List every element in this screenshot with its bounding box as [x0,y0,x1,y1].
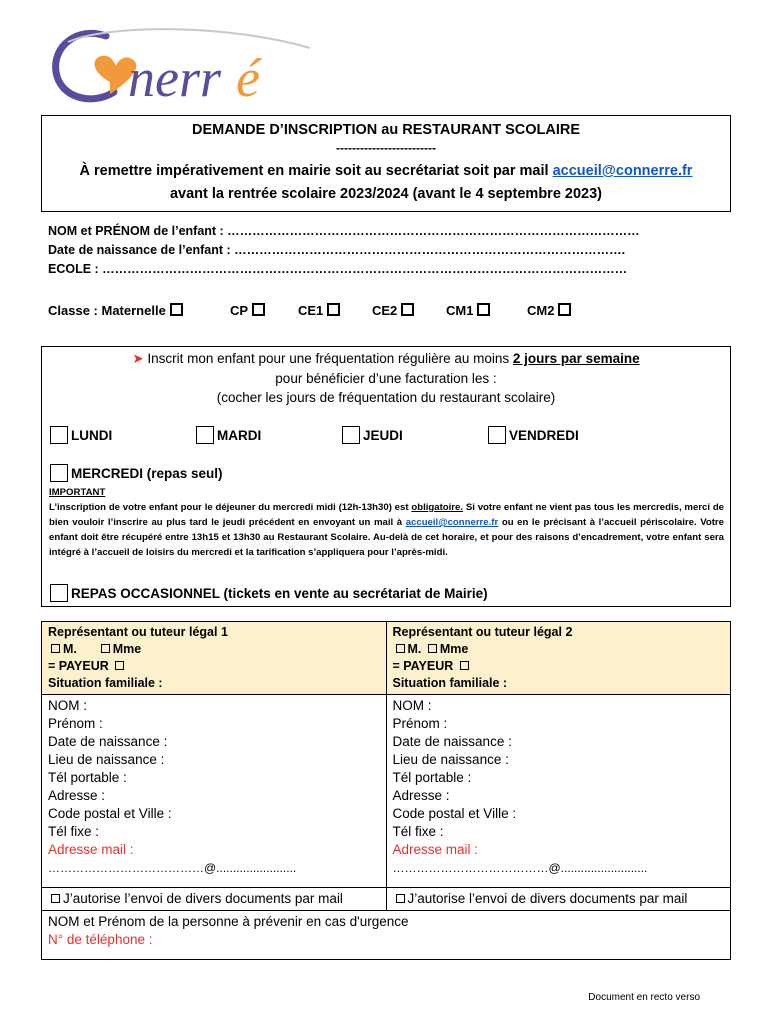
urgence-name-field[interactable]: NOM et Prénom de la personne à prévenir en cas d'urgence [48,914,409,929]
day-vendredi: VENDREDI [509,428,579,443]
checkbox-jeudi[interactable] [342,426,360,444]
classe-ce2: CE2 [372,303,414,318]
connerre-logo [48,24,328,110]
day-lundi: LUNDI [71,428,113,443]
title-separator: ------------------------- [336,141,436,155]
urgence-cell [42,911,731,960]
checkbox-cp[interactable] [252,303,265,316]
checkbox-rep1-mme[interactable] [101,644,110,653]
checkbox-rep2-payeur[interactable] [460,661,469,670]
representant-1-fields [42,695,387,888]
checkbox-vendredi[interactable] [488,426,506,444]
logo-text: nerr [128,48,221,108]
rep2-autorise: J’autorise l’envoi de divers documents par mail [386,888,731,911]
important-label: IMPORTANT [49,487,106,498]
checkbox-maternelle[interactable] [170,303,183,316]
checkbox-rep2-m[interactable] [396,644,405,653]
urgence-phone-field[interactable]: N° de téléphone : [48,932,153,947]
rep2-prenom[interactable]: Prénom : [392,716,448,731]
rep2-mail-field[interactable]: …………………………………@.......................... [392,861,648,875]
email-link[interactable]: accueil@connerre.fr [552,163,693,179]
day-mardi: MARDI [217,428,262,443]
rep2-nom[interactable]: NOM : [392,698,432,713]
checkbox-cm2[interactable] [558,303,571,316]
frequentation-box [41,346,731,607]
arrow-icon: ➤ [132,351,144,366]
header-box [41,115,731,212]
rep2-adresse[interactable]: Adresse : [392,788,450,803]
frequentation-line2: pour bénéficier d’une facturation les : [275,371,497,386]
representant-2-fields [386,695,731,888]
rep1-nom[interactable]: NOM : [48,698,87,713]
checkbox-ce2[interactable] [401,303,414,316]
frequentation-line3: (cocher les jours de fréquentation du restaurant scolaire) [216,390,556,405]
important-email-link[interactable]: accueil@connerre.fr [405,517,499,528]
representants-table [41,621,731,960]
frequentation-line1: ➤ Inscrit mon enfant pour une fréquentation régulière au moins 2 jours par semaine [132,351,640,366]
rep2-tel-fixe[interactable]: Tél fixe : [392,824,444,839]
checkbox-repas-occasionnel[interactable] [50,584,68,602]
rep2-mail-label: Adresse mail : [392,842,479,857]
rep2-tel-portable[interactable]: Tél portable : [392,770,472,785]
checkbox-rep1-autorise[interactable] [51,894,60,903]
rep1-mail-field[interactable]: …………………………………@........................ [48,861,297,875]
representant-2-header: Représentant ou tuteur légal 2 M. Mme = PAYEUR Situation familiale : [386,622,731,695]
deadline-line: avant la rentrée scolaire 2023/2024 (avant le 4 septembre 2023) [169,186,603,202]
rep2-date-naissance[interactable]: Date de naissance : [392,734,512,749]
rep1-lieu-naissance[interactable]: Lieu de naissance : [48,752,165,767]
child-name-field[interactable]: NOM et PRÉNOM de l’enfant : ……………………………………………………………………………………… [48,224,640,238]
repas-occasionnel-label: REPAS OCCASIONNEL (tickets en vente au secrétariat de Mairie) [71,586,488,601]
classe-cp: CP [230,303,265,318]
checkbox-rep1-m[interactable] [51,644,60,653]
checkbox-rep1-payeur[interactable] [115,661,124,670]
representant-1-header: Représentant ou tuteur légal 1 M. Mme = PAYEUR Situation familiale : [42,622,387,695]
important-text: L’inscription de votre enfant pour le déjeuner du mercredi midi (12h-13h30) est obligatoire. Si votre enfant ne vient pas tous les mercredis, merci de bien vouloir l’inscrire au plus tard le jeudi précédent en envoyant un mail à accueil@connerre.fr ou en le précisant à l’accueil périscolaire. Votre enfant doit être récupéré entre 13h15 et 13h30 au Restaurant Scolaire. Au-delà de cet horaire, et pour des raisons d’encadrement, votre enfant sera intégré à l’accueil de loisirs du mercredi et la tarification s’appliquera pour l’après-midi. [49,502,725,558]
form-title: DEMANDE D’INSCRIPTION au RESTAURANT SCOLAIRE [191,122,581,138]
checkbox-cm1[interactable] [477,303,490,316]
rep1-tel-fixe[interactable]: Tél fixe : [48,824,100,839]
rep1-adresse[interactable]: Adresse : [48,788,106,803]
rep1-prenom[interactable]: Prénom : [48,716,103,731]
child-birthdate-field[interactable]: Date de naissance de l’enfant : …………………………………………………………………………………. [48,243,626,257]
instructions-line: À remettre impérativement en mairie soit au secrétariat soit par mail accueil@connerre.fr [79,163,693,179]
classe-label: Classe : Maternelle [48,303,183,318]
footer-note: Document en recto verso [588,992,700,1003]
checkbox-rep2-autorise[interactable] [396,894,405,903]
svg-text:é: é [236,48,260,108]
checkbox-ce1[interactable] [327,303,340,316]
rep1-mail-label: Adresse mail : [48,842,134,857]
rep1-autorise: J’autorise l’envoi de divers documents par mail [42,888,387,911]
checkbox-mardi[interactable] [196,426,214,444]
checkbox-rep2-mme[interactable] [428,644,437,653]
classe-cm2: CM2 [527,303,571,318]
rep2-lieu-naissance[interactable]: Lieu de naissance : [392,752,509,767]
classe-cm1: CM1 [446,303,490,318]
rep1-date-naissance[interactable]: Date de naissance : [48,734,168,749]
rep1-code-postal-ville[interactable]: Code postal et Ville : [48,806,172,821]
day-jeudi: JEUDI [363,428,403,443]
checkbox-mercredi[interactable] [50,464,68,482]
day-mercredi: MERCREDI (repas seul) [71,466,223,481]
checkbox-lundi[interactable] [50,426,68,444]
rep1-tel-portable[interactable]: Tél portable : [48,770,127,785]
school-field[interactable]: ECOLE : ……………………………………………………………………………………………………………… [48,262,628,276]
rep2-code-postal-ville[interactable]: Code postal et Ville : [392,806,517,821]
classe-ce1: CE1 [298,303,340,318]
